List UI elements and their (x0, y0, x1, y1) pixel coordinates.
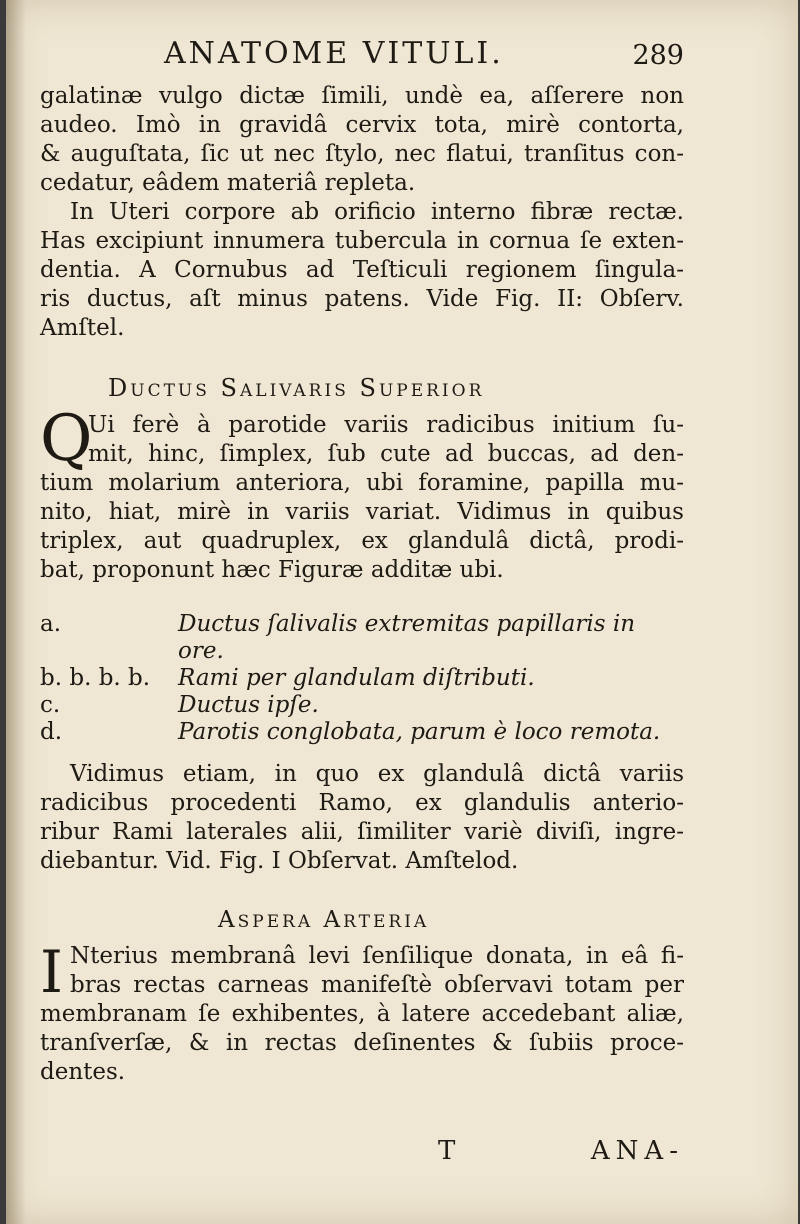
legend-row (40, 611, 684, 665)
legend-key: b. b. b. b. (40, 665, 151, 691)
drop-cap: I (40, 938, 63, 1006)
text-line: dentes. (40, 1059, 126, 1085)
figure-legend (40, 611, 684, 746)
text-line: In Uteri corpore ab orificio interno fibræ rectæ. (70, 199, 684, 225)
text-line: tium molarium anteriora, ubi foramine, papilla mu- (40, 470, 684, 496)
legend-key: d. (40, 719, 63, 745)
legend-key: c. (40, 692, 61, 718)
heading-rest: UPERIOR (378, 381, 485, 401)
paragraph-ductus (40, 402, 684, 585)
text-line: nito, hiat, mirè in variis variat. Vidimus in quibus (40, 499, 684, 525)
text-line: tranſverſæ, & in rectas deſinentes & ſubiis proce- (40, 1030, 684, 1056)
text-line: diebantur. Vid. Fig. I Obſervat. Amſtelod. (40, 848, 519, 874)
text-line: membranam ſe exhibentes, à latere accedebant aliæ, (40, 1001, 684, 1027)
text-line: & auguſtata, ſic ut nec ſtylo, nec flatui, tranſitus con- (40, 141, 684, 167)
heading-rest: SPERA (237, 912, 314, 932)
text-line: ris ductus, aſt minus patens. Vide Fig. II: Obſerv. (40, 286, 684, 312)
heading-rest: ALIVARIS (240, 381, 349, 401)
book-page (6, 0, 798, 1224)
paragraph-uterus (40, 198, 684, 343)
text-line: galatinæ vulgo dictæ ſimili, undè ea, aſſerere non (40, 83, 684, 109)
legend-row (40, 719, 684, 746)
heading-cap: S (220, 374, 240, 402)
running-title: ANATOME VITULI. (164, 36, 504, 71)
page-gutter-shadow (6, 0, 26, 1224)
heading-cap: A (323, 907, 344, 933)
heading-rest: RTERIA (343, 912, 430, 932)
legend-text: Rami per glandulam diſtributi. (178, 665, 535, 691)
running-head (40, 36, 684, 82)
section-heading-ductus-salivaris (108, 365, 684, 411)
legend-text: Parotis conglobata, parum è loco remota. (178, 719, 661, 745)
heading-word (218, 907, 313, 933)
text-line: cedatur, eâdem materiâ repleta. (40, 170, 416, 196)
text-line: radicibus procedenti Ramo, ex glandulis anterio- (40, 790, 684, 816)
page-footer (40, 1136, 684, 1172)
heading-cap: D (108, 374, 131, 402)
heading-word (108, 374, 210, 402)
page-number: 289 (632, 40, 684, 71)
heading-word (221, 374, 349, 402)
heading-word (324, 907, 430, 933)
text-block (40, 36, 684, 1087)
text-line: bras rectas carneas manifeſtè obſervavi totam per (70, 972, 684, 998)
text-line: Amſtel. (40, 315, 125, 341)
text-line: triplex, aut quadruplex, ex glandulâ dictâ, prodi- (40, 528, 684, 554)
section-heading-aspera-arteria (218, 898, 684, 942)
text-line: Has excipiunt innumera tubercula in cornua ſe exten- (40, 228, 684, 254)
legend-key: a. (40, 611, 62, 637)
heading-word (359, 374, 484, 402)
text-line: audeo. Imò in gravidâ cervix tota, mirè contorta, (40, 112, 684, 138)
spacer (40, 746, 684, 760)
catchword: ANA- (590, 1136, 684, 1166)
drop-cap: Q (40, 402, 93, 476)
heading-rest: UCTUS (130, 381, 210, 401)
paragraph-vidimus (40, 760, 684, 876)
signature-mark: T (438, 1136, 456, 1166)
legend-row (40, 692, 684, 719)
text-line: Vidimus etiam, in quo ex glandulâ dictâ variis (70, 761, 684, 787)
paragraph-arteria (40, 938, 684, 1087)
legend-row (40, 665, 684, 692)
text-line: mit, hinc, ſimplex, ſub cute ad buccas, ad den- (88, 441, 684, 467)
text-line: dentia. A Cornubus ad Teſticuli regionem ſingula- (40, 257, 684, 283)
text-line: ribur Rami laterales alii, ſimiliter variè diviſi, ingre- (40, 819, 684, 845)
text-line: Nterius membranâ levi ſenſilique donata, in eâ fi- (70, 943, 684, 969)
paragraph-cervix (40, 82, 684, 198)
heading-cap: A (218, 907, 238, 933)
text-line: bat, proponunt hæc Figuræ additæ ubi. (40, 557, 504, 583)
heading-cap: S (359, 374, 379, 402)
legend-text: Ductus ſalivalis extremitas papillaris in ore. (178, 611, 636, 664)
text-line: Ui ferè à parotide variis radicibus initium ſu- (88, 412, 684, 438)
legend-text: Ductus ipſe. (178, 692, 319, 718)
